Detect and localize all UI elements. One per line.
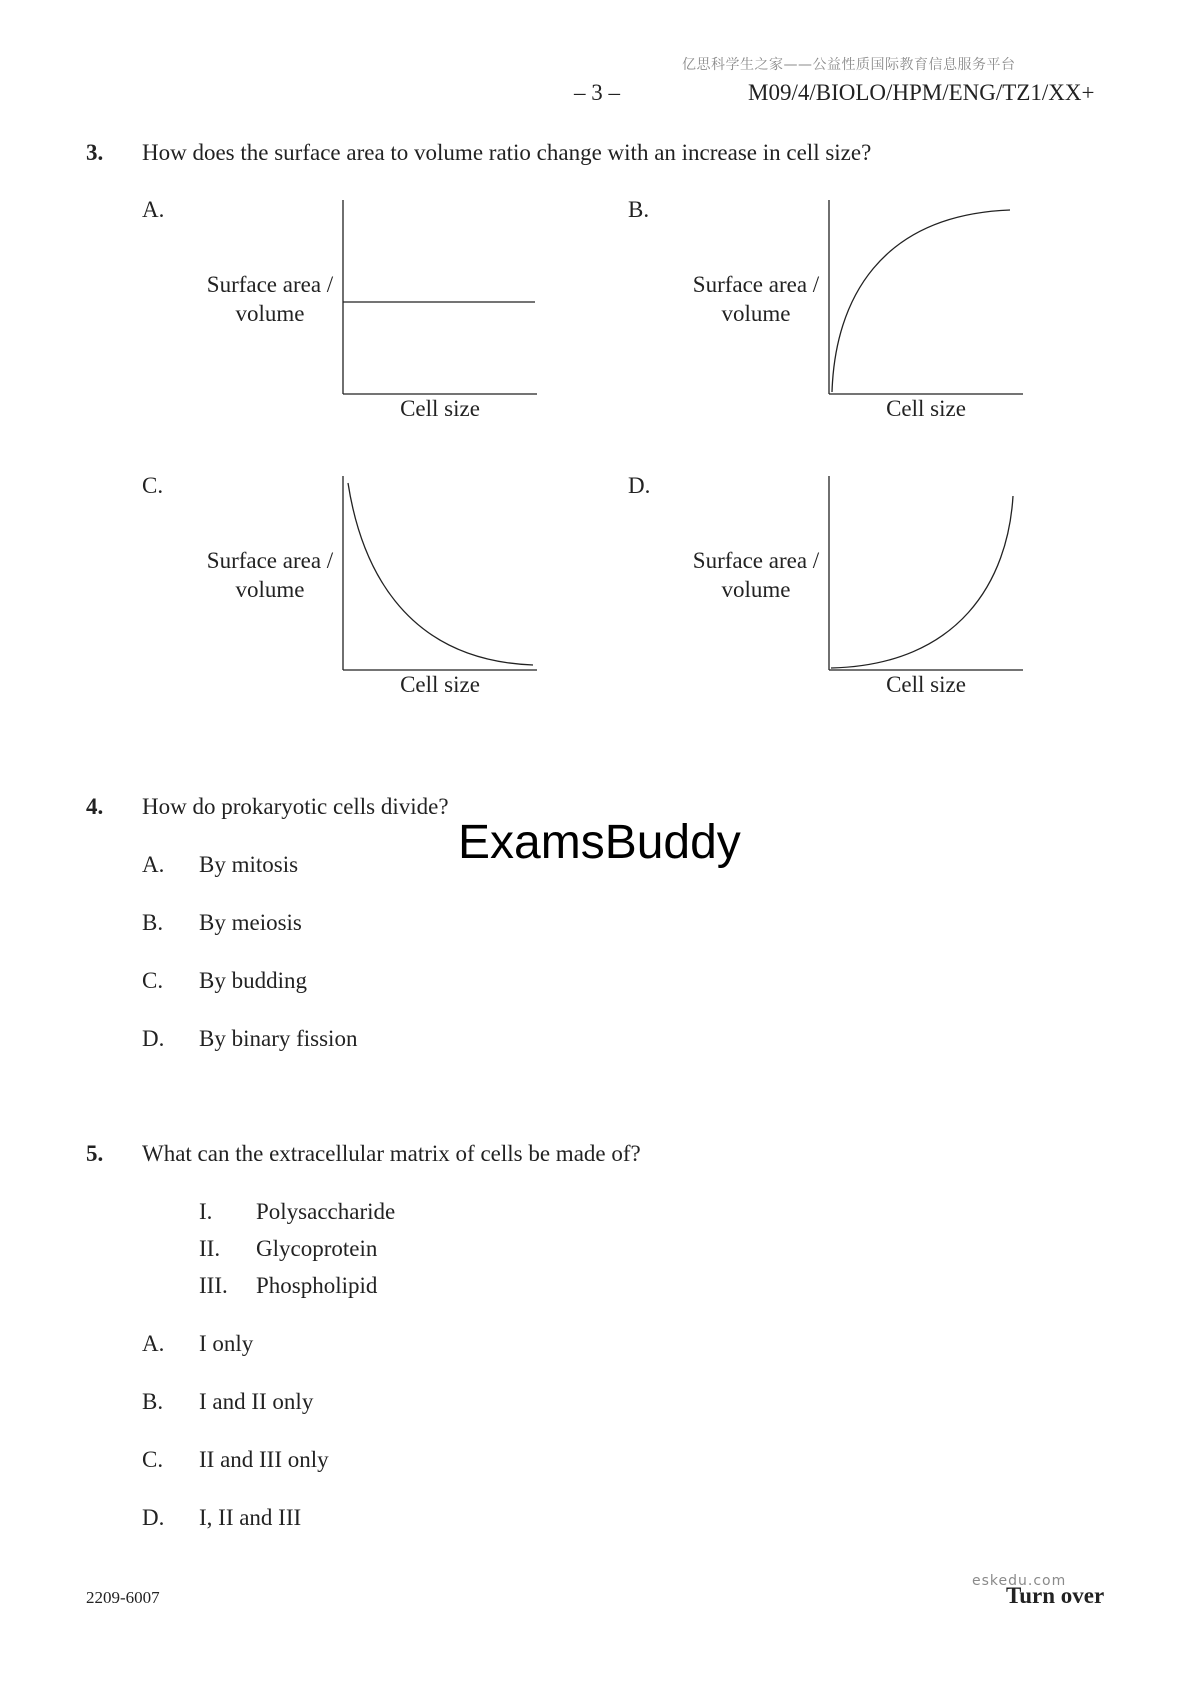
footer-code: 2209-6007: [86, 1588, 160, 1607]
graph-a-xlabel: Cell size: [400, 396, 480, 421]
graph-d-xlabel: Cell size: [886, 672, 966, 697]
question-5-number: 5.: [86, 1141, 104, 1166]
q5-option-c-text: II and III only: [199, 1447, 329, 1472]
graph-c-letter: C.: [142, 473, 164, 498]
q5-item-2-text: Glycoprotein: [256, 1236, 378, 1261]
q4-option-a-text: By mitosis: [199, 852, 299, 877]
question-3-text: How does the surface area to volume ratio change with an increase in cell size?: [142, 140, 872, 165]
q4-option-b-text: By meiosis: [199, 910, 302, 935]
graph-b-ylabel: Surface area / volume: [692, 272, 820, 326]
graph-c-xlabel: Cell size: [400, 672, 480, 697]
graph-b-xlabel: Cell size: [886, 396, 966, 421]
q5-item-3-text: Phospholipid: [256, 1273, 378, 1298]
watermark-text: ExamsBuddy: [458, 816, 741, 869]
q5-option-c-letter: C.: [142, 1447, 164, 1472]
graph-a-ylabel: Surface area / volume: [206, 272, 334, 326]
page-number: – 3 –: [574, 80, 620, 105]
paper-code: M09/4/BIOLO/HPM/ENG/TZ1/XX+: [748, 80, 1095, 105]
q5-item-3-numeral: III.: [199, 1273, 228, 1298]
q5-option-b-text: I and II only: [199, 1389, 314, 1414]
graph-d-ylabel: Surface area / volume: [692, 548, 820, 602]
q5-item-1-numeral: I.: [199, 1199, 213, 1224]
q5-option-d-text: I, II and III: [199, 1505, 302, 1530]
q4-option-a-letter: A.: [142, 852, 165, 877]
graph-a-letter: A.: [142, 197, 165, 222]
header-site-text: 亿思科学生之家——公益性质国际教育信息服务平台: [682, 57, 1016, 73]
graph-d-letter: D.: [628, 473, 651, 498]
q5-option-d-letter: D.: [142, 1505, 165, 1530]
q4-option-d-letter: D.: [142, 1026, 165, 1051]
q5-item-1-text: Polysaccharide: [256, 1199, 396, 1224]
question-4-text: How do prokaryotic cells divide?: [142, 794, 449, 819]
q4-option-d-text: By binary fission: [199, 1026, 358, 1051]
question-4-number: 4.: [86, 794, 104, 819]
question-3-number: 3.: [86, 140, 104, 165]
q5-item-2-numeral: II.: [199, 1236, 221, 1261]
graph-c-ylabel: Surface area / volume: [206, 548, 334, 602]
question-5-text: What can the extracellular matrix of cells be made of?: [142, 1141, 641, 1166]
q5-option-b-letter: B.: [142, 1389, 164, 1414]
footer-site-text: eskedu.com: [972, 1573, 1067, 1589]
q4-option-c-text: By budding: [199, 968, 307, 993]
graph-b-letter: B.: [628, 197, 650, 222]
turn-over-text: Turn over: [1006, 1583, 1105, 1608]
graph-d-curve: [831, 496, 1013, 668]
q5-option-a-letter: A.: [142, 1331, 165, 1356]
q4-option-b-letter: B.: [142, 910, 164, 935]
q5-option-a-text: I only: [199, 1331, 254, 1356]
q4-option-c-letter: C.: [142, 968, 164, 993]
